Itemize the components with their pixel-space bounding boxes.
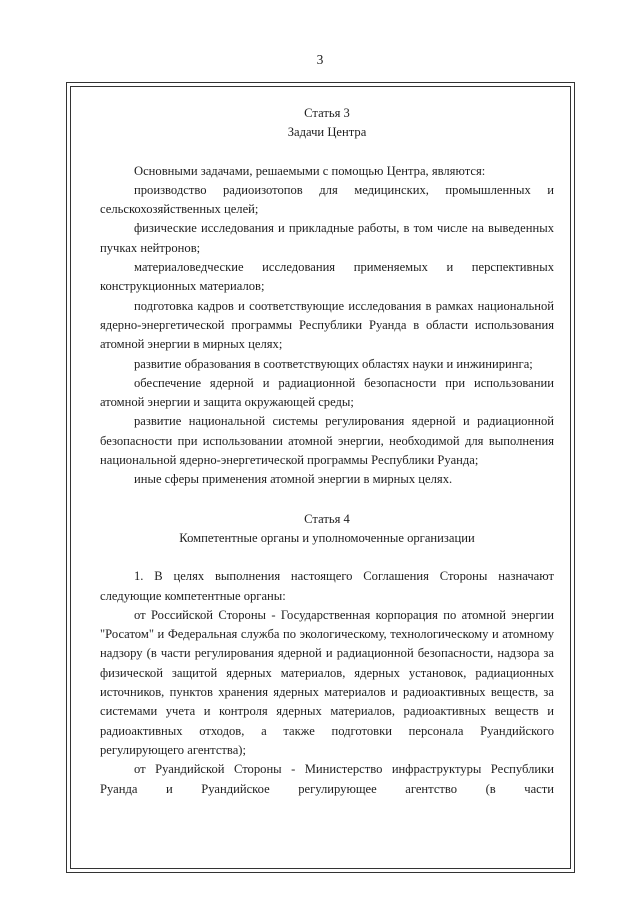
article-3-paragraph: производство радиоизотопов для медицинских, промышленных и сельскохозяйственных целей; (100, 182, 554, 217)
article-4-title: Компетентные органы и уполномоченные организации (179, 530, 475, 545)
article-3-paragraph: иные сферы применения атомной энергии в мирных целях. (134, 472, 453, 487)
article-4-number: Статья 4 (304, 511, 350, 526)
article-3-paragraph: физические исследования и прикладные работы, в том числе на выведенных пучках нейтронов; (100, 221, 554, 255)
article-3-paragraph: материаловедческие исследования применяемых и перспективных конструкционных материалов; (100, 260, 554, 294)
article-3-title: Задачи Центра (287, 125, 367, 140)
page-number: 3 (316, 52, 324, 67)
article-3-paragraph: развитие национальной системы регулирования ядерной и радиационной безопасности при использовании атомной энергии, необходимой для выполнения национальной ядерно-энергетической программы Республики Руанда; (100, 414, 554, 468)
article-4-paragraph: от Российской Стороны - Государственная корпорация по атомной энергии "Росатом" и Федеральная служба по экологическому, технологическому и атомному надзору (в части регулирования ядерной и радиационной безопасности, надзора за физической защитой ядерных материалов, ядерных установок, радиационных источников, пунктов хранения ядерных материалов и радиоактивных веществ, за системами учета и контроля ядерных материалов, радиоактивных веществ и радиоактивных отходов, а также подготовки персонала Руандийского регулирующего агентства); (100, 607, 554, 757)
article-4-paragraph: от Руандийской Стороны - Министерство инфраструктуры Республики Руанда и Руандийское регулирующее агентство (в части (100, 762, 554, 796)
article-3-paragraph: Основными задачами, решаемыми с помощью Центра, являются: (134, 163, 486, 178)
article-3-number: Статья 3 (304, 106, 350, 120)
article-3-paragraph: обеспечение ядерной и радиационной безопасности при использовании атомной энергии и защита окружающей среды; (100, 375, 554, 410)
article-4-paragraph: 1. В целях выполнения настоящего Соглашения Стороны назначают следующие компетентные органы: (100, 569, 554, 603)
document-body (100, 104, 554, 799)
article-3-paragraph: развитие образования в соответствующих областях науки и инжиниринга; (134, 356, 533, 371)
article-3-paragraph: подготовка кадров и соответствующие исследования в рамках национальной ядерно-энергетической программы Республики Руанда в области использования атомной энергии в мирных целях; (100, 298, 554, 352)
